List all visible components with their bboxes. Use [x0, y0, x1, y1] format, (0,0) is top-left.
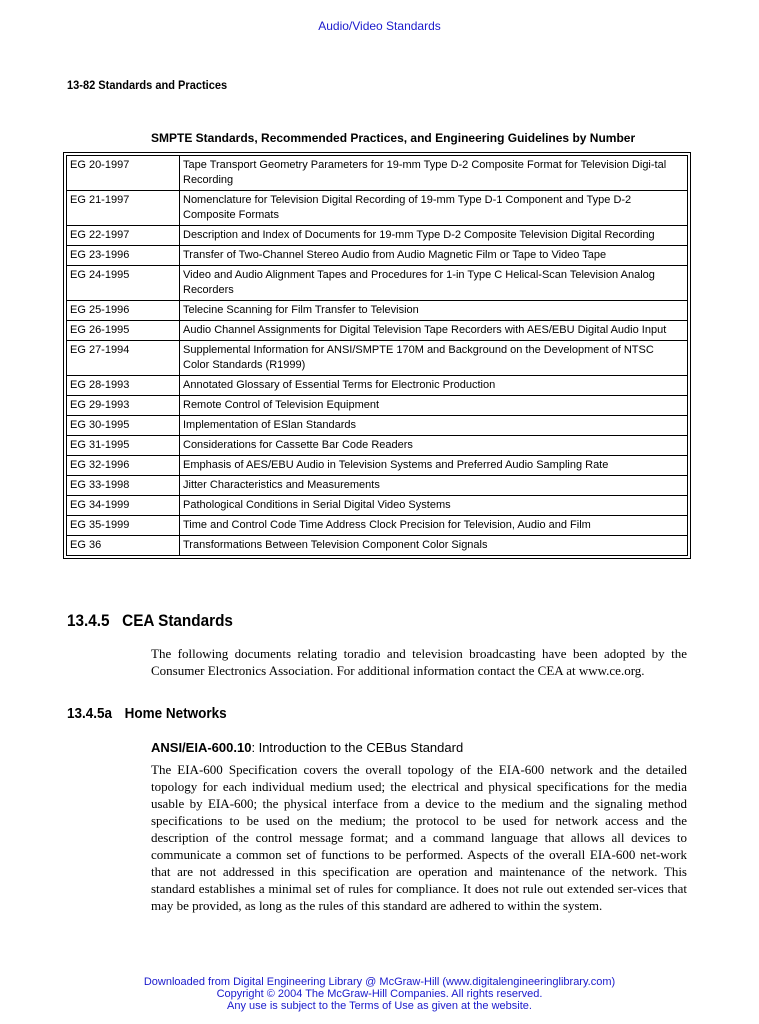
table-row [67, 246, 688, 266]
standard-number: EG 20-1997 [67, 156, 180, 191]
table-row [67, 436, 688, 456]
standard-number: EG 25-1996 [67, 301, 180, 321]
table-row [67, 516, 688, 536]
standard-number: EG 30-1995 [67, 416, 180, 436]
table-row [67, 416, 688, 436]
standard-number: EG 34-1999 [67, 496, 180, 516]
subsection-number: 13.4.5a [67, 705, 113, 722]
standard-description: Video and Audio Alignment Tapes and Procedures for 1-in Type C Helical-Scan Television Analog Recorders [180, 266, 688, 301]
standard-number: EG 36 [67, 536, 180, 556]
table-row [67, 496, 688, 516]
standard-description: Considerations for Cassette Bar Code Readers [180, 436, 688, 456]
standard-number: EG 32-1996 [67, 456, 180, 476]
standard-number: EG 28-1993 [67, 376, 180, 396]
footer-copyright: Copyright © 2004 The McGraw-Hill Companies. All rights reserved. [216, 988, 543, 1000]
standard-number: EG 33-1998 [67, 476, 180, 496]
table-row [67, 536, 688, 556]
standard-name: : Introduction to the CEBus Standard [251, 740, 464, 755]
footer-download-link[interactable]: Downloaded from Digital Engineering Library @ McGraw-Hill (www.digitalengineeringlibrary.com) [143, 976, 616, 988]
standard-description: Emphasis of AES/EBU Audio in Television Systems and Preferred Audio Sampling Rate [180, 456, 688, 476]
table-row [67, 476, 688, 496]
standard-description: Annotated Glossary of Essential Terms for Electronic Production [180, 376, 688, 396]
standard-number: EG 27-1994 [67, 341, 180, 376]
table-row [67, 341, 688, 376]
standard-number: EG 35-1999 [67, 516, 180, 536]
table-row [67, 156, 688, 191]
footer [0, 976, 759, 1012]
standard-number: EG 29-1993 [67, 396, 180, 416]
standard-description: Time and Control Code Time Address Clock Precision for Television, Audio and Film [180, 516, 688, 536]
standard-description: Tape Transport Geometry Parameters for 19-mm Type D-2 Composite Format for Television Digi-tal Recording [180, 156, 688, 191]
top-link[interactable]: Audio/Video Standards [318, 19, 441, 33]
standard-description: Telecine Scanning for Film Transfer to Television [180, 301, 688, 321]
table-row [67, 376, 688, 396]
standard-title [151, 740, 463, 755]
standard-description: Transformations Between Television Component Color Signals [180, 536, 688, 556]
table-row [67, 266, 688, 301]
standard-description: Nomenclature for Television Digital Recording of 19-mm Type D-1 Component and Type D-2 Composite Formats [180, 191, 688, 226]
standard-description: Implementation of ESlan Standards [180, 416, 688, 436]
subsection-heading [67, 705, 227, 722]
subsection-title: Home Networks [124, 705, 227, 722]
section-heading [67, 611, 233, 631]
standard-number: EG 23-1996 [67, 246, 180, 266]
section-number: 13.4.5 [67, 611, 110, 630]
section-intro: The following documents relating toradio and television broadcasting have been adopted by the Consumer Electronics Association. For additional information contact the CEA at www.ce.org. [151, 646, 687, 678]
standard-number: EG 26-1995 [67, 321, 180, 341]
standards-table [63, 152, 691, 559]
standard-number: EG 31-1995 [67, 436, 180, 456]
footer-terms-link[interactable]: Any use is subject to the Terms of Use as given at the website. [227, 1000, 532, 1012]
standard-description: Remote Control of Television Equipment [180, 396, 688, 416]
standard-description: Transfer of Two-Channel Stereo Audio from Audio Magnetic Film or Tape to Video Tape [180, 246, 688, 266]
table-row [67, 321, 688, 341]
standard-number: EG 22-1997 [67, 226, 180, 246]
standard-description: Pathological Conditions in Serial Digital Video Systems [180, 496, 688, 516]
running-head: 13-82 Standards and Practices [67, 78, 228, 92]
standard-number: EG 21-1997 [67, 191, 180, 226]
standard-number: EG 24-1995 [67, 266, 180, 301]
table-row [67, 301, 688, 321]
table-row [67, 456, 688, 476]
table-row [67, 191, 688, 226]
table-title: SMPTE Standards, Recommended Practices, and Engineering Guidelines by Number [151, 131, 636, 145]
standard-id: ANSI/EIA-600.10 [151, 740, 252, 755]
standard-description: Audio Channel Assignments for Digital Television Tape Recorders with AES/EBU Digital Audio Input [180, 321, 688, 341]
standard-description: Jitter Characteristics and Measurements [180, 476, 688, 496]
standard-body: The EIA-600 Specification covers the overall topology of the EIA-600 network and the detailed topology for each individual medium used; the electrical and physical specifications for the media usable by EIA-600; the physical interface from a device to the medium and the signaling method specifications to be used on the medium; the protocol to be used for network access and the description of the control message format; and a command language that allows all devices to communicate a common set of functions to be performed. Aspects of the overall EIA-600 net-work that are not addressed in this specification are operation and maintenance of the network. This standard establishes a minimal set of rules for compliance. It does not rule out extended ser-vices that may be provided, as long as the rules of this standard are adhered to within the system. [151, 762, 687, 913]
section-title: CEA Standards [122, 611, 233, 630]
standard-description: Supplemental Information for ANSI/SMPTE 170M and Background on the Development of NTSC Color Standards (R1999) [180, 341, 688, 376]
table-row [67, 396, 688, 416]
standard-description: Description and Index of Documents for 19-mm Type D-2 Composite Television Digital Recording [180, 226, 688, 246]
table-row [67, 226, 688, 246]
